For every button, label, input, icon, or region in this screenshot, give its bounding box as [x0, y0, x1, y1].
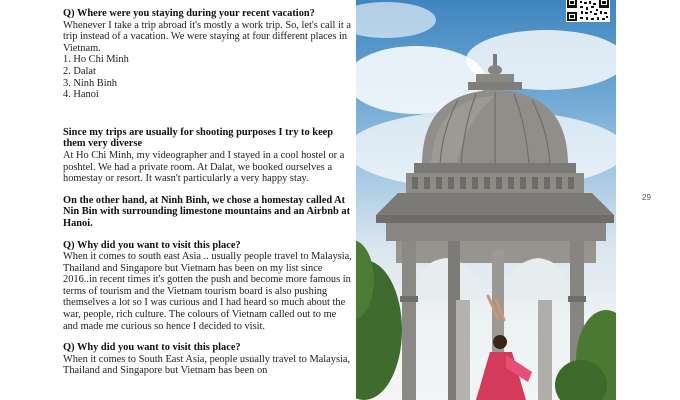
answer-paragraph: When it comes to south east Asia .. usually people travel to Malaysia, Thailand and Singapore but Vietnam has been on my list since 2016..in recent times it's gotten the push and become more famous in terms of tourism and the Vietnam tourism board is also pushing themselves a lot so I was curious and I had heard so much about the war, people, rich culture. The colours of Vietnam called out to me and made me curious so hence I decided to visit. — [63, 251, 352, 332]
list-item: 3. Ninh Binh — [63, 77, 117, 89]
question-heading: Q) Why did you want to visit this place? — [63, 239, 241, 251]
list-item: 1. Ho Chi Minh — [63, 54, 129, 66]
page-number: 29 — [642, 193, 651, 202]
subheading: On the other hand, at Ninh Binh, we chose a homestay called At Nin Bin with surrounding limestone mountains and an Airbnb at Hanoi. — [63, 194, 351, 229]
places-list — [63, 54, 353, 100]
qr-code-icon — [566, 0, 610, 22]
pavilion-illustration — [356, 0, 616, 400]
question-heading: Q) Where were you staying during your recent vacation? — [63, 8, 315, 19]
answer-paragraph: When it comes to South East Asia, people usually travel to Malaysia, Thailand and Singapore but Vietnam has been on — [63, 353, 351, 377]
qr-code — [566, 0, 610, 22]
article-text-column — [63, 8, 353, 377]
question-heading: Q) Why did you want to visit this place? — [63, 342, 241, 354]
answer-paragraph: At Ho Chi Minh, my videographer and I stayed in a cool hostel or a poshtel. We had a private room. At Dalat, we booked ourselves a homestay or resort. It wasn't particularly a very happy stay. — [63, 149, 345, 185]
list-item: 4. Hanoi — [63, 89, 99, 101]
list-item: 2. Dalat — [63, 65, 96, 77]
subheading: Since my trips are usually for shooting purposes I try to keep them very diverse — [63, 126, 334, 150]
travel-photo — [356, 0, 616, 400]
answer-paragraph: Whenever I take a trip abroad it's mostly a work trip. So, let's call it a trip instead of a vacation. We were staying at four different places in Vietnam. — [63, 19, 351, 54]
